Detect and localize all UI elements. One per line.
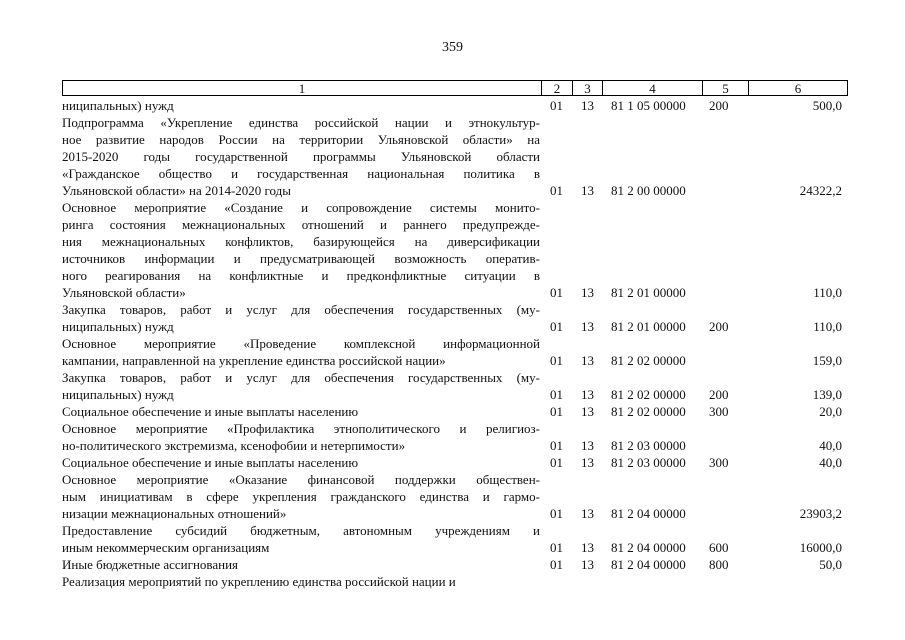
expense-type-code: 800	[709, 557, 729, 572]
table-body	[62, 97, 848, 590]
description-line: Социальное обеспечение и иные выплаты населению	[62, 455, 359, 470]
amount: 159,0	[812, 353, 842, 368]
column-header-5: 5	[702, 81, 748, 95]
target-article-code: 81 2 03 00000	[611, 438, 686, 453]
description-line: ное развитие народов России на территории Ульяновской области» на	[62, 132, 540, 147]
section-code: 01	[550, 183, 563, 198]
target-article-code: 81 2 04 00000	[611, 540, 686, 555]
description-line: кампании, направленной на укрепление единства российской нации»	[62, 353, 446, 368]
target-article-code: 81 2 03 00000	[611, 455, 686, 470]
table-header	[62, 80, 848, 96]
expense-type-code: 200	[709, 98, 729, 113]
row-description	[62, 199, 540, 301]
section-code: 01	[550, 506, 563, 521]
amount: 23903,2	[799, 506, 842, 521]
description-line: ниципальных) нужд	[62, 98, 174, 113]
expense-type-code: 300	[709, 404, 729, 419]
description-line: Иные бюджетные ассигнования	[62, 557, 239, 572]
description-line: ным инициативам в сфере укрепления гражданского единства и гармо-	[62, 489, 540, 504]
description-line: Подпрограмма «Укрепление единства российской нации и этнокультур-	[62, 115, 540, 130]
row-description	[62, 97, 540, 114]
column-header-6: 6	[748, 81, 847, 95]
table-row	[62, 471, 848, 522]
description-line: ниципальных) нужд	[62, 387, 174, 402]
expense-type-code: 300	[709, 455, 729, 470]
table-row	[62, 573, 848, 590]
row-description	[62, 556, 540, 573]
row-description	[62, 420, 540, 454]
description-line: Предоставление субсидий бюджетным, автономным учреждениям и	[62, 523, 540, 538]
amount: 20,0	[819, 404, 842, 419]
description-line: источников информации и предусматривающей возможность оператив-	[62, 251, 540, 266]
table-row	[62, 199, 848, 301]
subsection-code: 13	[581, 506, 594, 521]
subsection-code: 13	[581, 404, 594, 419]
amount: 110,0	[813, 285, 842, 300]
target-article-code: 81 2 00 00000	[611, 183, 686, 198]
description-line: Реализация мероприятий по укреплению единства российской нации и	[62, 574, 456, 589]
table-row	[62, 301, 848, 335]
description-line: низации межнациональных отношений»	[62, 506, 287, 521]
description-line: Ульяновской области» на 2014-2020 годы	[62, 183, 292, 198]
expense-type-code: 200	[709, 387, 729, 402]
subsection-code: 13	[581, 353, 594, 368]
description-line: Основное мероприятие «Проведение комплексной информационной	[62, 336, 540, 351]
description-line: но-политического экстремизма, ксенофобии и нетерпимости»	[62, 438, 406, 453]
description-line: ринга состояния межнациональных отношений и раннего предупрежде-	[62, 217, 540, 232]
amount: 24322,2	[799, 183, 842, 198]
amount: 110,0	[813, 319, 842, 334]
target-article-code: 81 1 05 00000	[611, 98, 686, 113]
table-row	[62, 114, 848, 199]
subsection-code: 13	[581, 98, 594, 113]
target-article-code: 81 2 01 00000	[611, 319, 686, 334]
amount: 40,0	[819, 455, 842, 470]
target-article-code: 81 2 02 00000	[611, 387, 686, 402]
subsection-code: 13	[581, 319, 594, 334]
expense-type-code: 200	[709, 319, 729, 334]
subsection-code: 13	[581, 438, 594, 453]
section-code: 01	[550, 285, 563, 300]
page-number: 359	[442, 40, 463, 55]
row-description	[62, 454, 540, 471]
expense-type-code: 600	[709, 540, 729, 555]
section-code: 01	[550, 557, 563, 572]
description-line: «Гражданское общество и государственная национальная политика в	[62, 166, 540, 181]
table-row	[62, 369, 848, 403]
description-line: Основное мероприятие «Оказание финансовой поддержки обществен-	[62, 472, 540, 487]
amount: 139,0	[812, 387, 842, 402]
description-line: ного реагирования на конфликтные и предконфликтные ситуации в	[62, 268, 540, 283]
section-code: 01	[550, 387, 563, 402]
description-line: Основное мероприятие «Создание и сопровождение системы монито-	[62, 200, 540, 215]
target-article-code: 81 2 04 00000	[611, 557, 686, 572]
section-code: 01	[550, 438, 563, 453]
amount: 16000,0	[799, 540, 842, 555]
table-row	[62, 454, 848, 471]
row-description	[62, 114, 540, 199]
column-header-2: 2	[541, 81, 572, 95]
description-line: 2015-2020 годы государственной программы Ульяновской области	[62, 149, 540, 164]
table-row	[62, 97, 848, 114]
subsection-code: 13	[581, 557, 594, 572]
section-code: 01	[550, 98, 563, 113]
target-article-code: 81 2 01 00000	[611, 285, 686, 300]
column-header-3: 3	[572, 81, 602, 95]
row-description	[62, 403, 540, 420]
amount: 40,0	[819, 438, 842, 453]
amount: 500,0	[812, 98, 842, 113]
amount: 50,0	[819, 557, 842, 572]
row-description	[62, 471, 540, 522]
description-line: ниципальных) нужд	[62, 319, 174, 334]
target-article-code: 81 2 02 00000	[611, 404, 686, 419]
column-header-4: 4	[602, 81, 702, 95]
description-line: Основное мероприятие «Профилактика этнополитического и религиоз-	[62, 421, 540, 436]
target-article-code: 81 2 02 00000	[611, 353, 686, 368]
column-header-1: 1	[298, 81, 306, 96]
description-line: Ульяновской области»	[62, 285, 186, 300]
description-line: иным некоммерческим организациям	[62, 540, 270, 555]
subsection-code: 13	[581, 285, 594, 300]
subsection-code: 13	[581, 387, 594, 402]
section-code: 01	[550, 353, 563, 368]
target-article-code: 81 2 04 00000	[611, 506, 686, 521]
subsection-code: 13	[581, 455, 594, 470]
subsection-code: 13	[581, 183, 594, 198]
table-row	[62, 403, 848, 420]
table-row	[62, 335, 848, 369]
section-code: 01	[550, 455, 563, 470]
section-code: 01	[550, 319, 563, 334]
table-row	[62, 556, 848, 573]
description-line: Закупка товаров, работ и услуг для обеспечения государственных (му-	[62, 302, 540, 317]
table-row	[62, 420, 848, 454]
description-line: Социальное обеспечение и иные выплаты населению	[62, 404, 359, 419]
row-description	[62, 335, 540, 369]
table-row	[62, 522, 848, 556]
description-line: ния межнациональных конфликтов, базирующейся на диверсификации	[62, 234, 540, 249]
row-description	[62, 522, 540, 556]
subsection-code: 13	[581, 540, 594, 555]
row-description	[62, 369, 540, 403]
description-line: Закупка товаров, работ и услуг для обеспечения государственных (му-	[62, 370, 540, 385]
section-code: 01	[550, 540, 563, 555]
section-code: 01	[550, 404, 563, 419]
row-description	[62, 573, 540, 590]
row-description	[62, 301, 540, 335]
